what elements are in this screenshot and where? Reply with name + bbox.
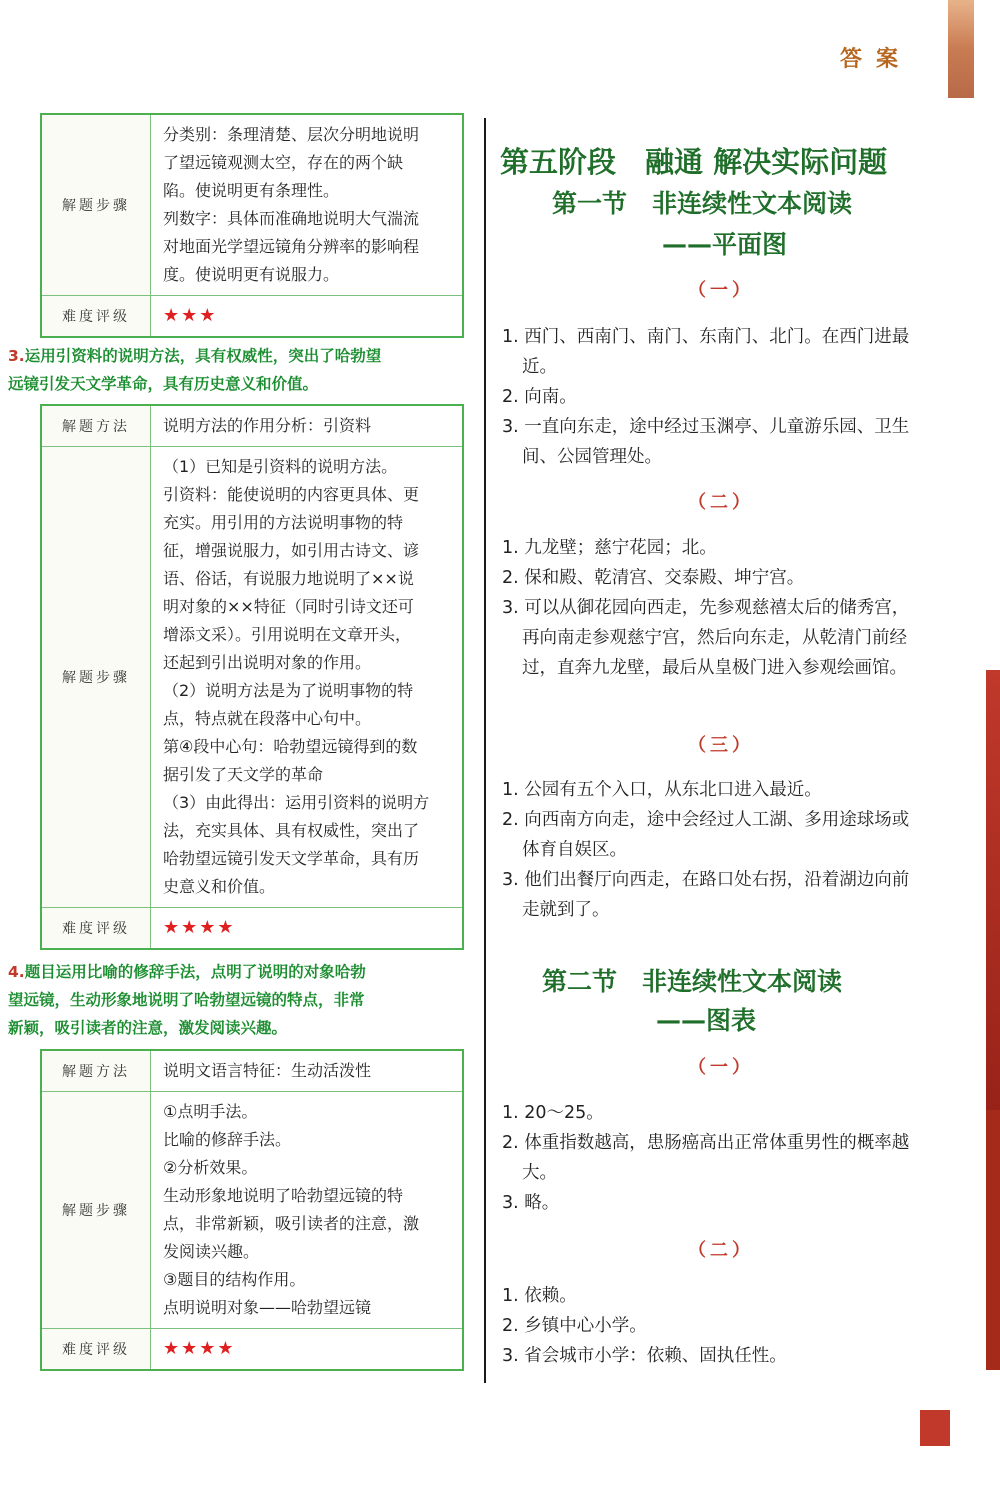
text-line: 比喻的修辞手法。 [163,1130,292,1149]
part-label: （一） [688,1057,754,1078]
answer-note-4 [8,958,463,1042]
text-line: 发阅读兴趣。 [163,1242,260,1261]
table-row [42,1092,462,1329]
text-line: 分类别：条理清楚、层次分明地说明 [163,125,420,144]
page-edge-decoration [948,0,974,98]
answer-list [502,322,922,472]
text-line: 运用引资料的说明方法，具有权威性，突出了哈勃望 [24,347,382,365]
text-line: 增添文采）。引用说明在文章开头， [163,625,412,644]
table-row [42,1051,462,1092]
text-line: 生动形象地说明了哈勃望远镜的特 [163,1186,404,1205]
row-label: 解题方法 [42,406,151,446]
answer-item: 1. 九龙壁；慈宁花园；北。 [502,538,717,558]
table-row [42,406,462,447]
answer-item: 3. 一直向东走，途中经过玉渊亭、儿童游乐园、卫生间、公园管理处。 [502,417,910,467]
table-row [42,908,462,948]
text-line: 新颖，吸引读者的注意，激发阅读兴趣。 [8,1019,288,1037]
difficulty-stars: ★★★★ [163,1338,236,1359]
answer-item: 1. 20～25。 [502,1103,604,1123]
row-label: 解题步骤 [42,1092,151,1328]
table-row [42,447,462,908]
answer-item: 2. 乡镇中心小学。 [502,1316,647,1336]
row-label: 难度评级 [42,1329,151,1369]
answer-item: 3. 省会城市小学：依赖、固执任性。 [502,1346,787,1366]
text-line: ②分析效果。 [163,1158,258,1177]
part-label: （一） [688,280,754,301]
section-subtitle: ——图表 [656,1006,757,1035]
text-line: 点明说明对象——哈勃望远镜 [163,1298,372,1317]
text-line: 远镜引发天文学革命，具有历史意义和价值。 [8,375,319,393]
text-line: 点，特点就在段落中心句中。 [163,709,372,728]
page-edge-decoration [986,1110,1000,1370]
section-title: 第一节 非连续性文本阅读 [552,189,853,218]
text-line: （2）说明方法是为了说明事物的特 [163,681,414,700]
row-label: 难度评级 [42,908,151,948]
section-subtitle: ——平面图 [662,230,788,259]
answer-list [502,1281,922,1371]
row-label: 难度评级 [42,296,151,336]
answer-item: 2. 保和殿、乾清宫、交泰殿、坤宁宫。 [502,568,805,588]
answer-item: 1. 依赖。 [502,1286,577,1306]
section-title: 第二节 非连续性文本阅读 [542,967,843,996]
row-label: 解题步骤 [42,447,151,907]
stage-title: 第五阶段 融通 解决实际问题 [500,145,888,179]
answer-item: 3. 略。 [502,1193,560,1213]
solution-table-2 [40,404,464,950]
note-number: 3. [8,347,25,365]
answer-note-3 [8,342,463,398]
text-line: 明对象的××特征（同时引诗文还可 [163,597,414,616]
answer-item: 2. 向南。 [502,387,577,407]
answer-item: 3. 他们出餐厅向西走，在路口处右拐，沿着湖边向前走就到了。 [502,870,910,920]
part-label: （三） [688,735,754,756]
answer-list [502,533,922,683]
text-line: 引资料：能使说明的内容更具体、更 [163,485,420,504]
text-line: 对地面光学望远镜角分辨率的影响程 [163,237,420,256]
text-line: 法，充实具体、具有权威性，突出了 [163,821,420,840]
solution-table-1 [40,113,464,338]
row-label: 解题方法 [42,1051,151,1091]
answer-item: 1. 公园有五个入口，从东北口进入最近。 [502,780,822,800]
page-number-box [920,1410,950,1446]
text-line: 语、俗话，有说服力地说明了××说 [163,569,414,588]
text-line: （3）由此得出：运用引资料的说明方 [163,793,430,812]
note-number: 4. [8,963,25,981]
text-line: （1）已知是引资料的说明方法。 [163,457,398,476]
row-value [151,115,462,295]
row-label: 解题步骤 [42,115,151,295]
text-line: 哈勃望远镜引发天文学革命，具有历 [163,849,420,868]
difficulty-stars: ★★★ [163,305,218,326]
row-value [151,1092,462,1328]
text-line: 史意义和价值。 [163,877,276,896]
page-header: 答案 [840,47,913,72]
text-line: 了望远镜观测太空，存在的两个缺 [163,153,404,172]
text-line: 充实。用引用的方法说明事物的特 [163,513,404,532]
row-value [151,447,462,907]
text-line: 还起到引出说明对象的作用。 [163,653,372,672]
text-line: 度。使说明更有说服力。 [163,265,340,284]
text-line: 列数字：具体而准确地说明大气湍流 [163,209,420,228]
text-line: ①点明手法。 [163,1102,258,1121]
part-label: （二） [688,492,754,513]
text-line: 第④段中心句：哈勃望远镜得到的数 [163,737,418,756]
row-value: 说明文语言特征：生动活泼性 [163,1061,372,1080]
part-label: （二） [688,1240,754,1261]
text-line: ③题目的结构作用。 [163,1270,306,1289]
solution-table-3 [40,1049,464,1371]
text-line: 望远镜，生动形象地说明了哈勃望远镜的特点，非常 [8,991,365,1009]
answer-item: 3. 可以从御花园向西走，先参观慈禧太后的储秀宫，再向南走参观慈宁宫，然后向东走，从乾清门前经过，直奔九龙壁，最后从皇极门进入参观绘画馆。 [502,598,910,678]
text-line: 陷。使说明更有条理性。 [163,181,340,200]
answer-list [502,775,922,925]
difficulty-stars: ★★★★ [163,917,236,938]
answer-item: 2. 体重指数越高，患肠癌高出正常体重男性的概率越大。 [502,1133,910,1183]
answer-list [502,1098,922,1218]
answer-item: 2. 向西南方向走，途中会经过人工湖、多用途球场或体育自娱区。 [502,810,910,860]
text-line: 据引发了天文学的革命 [163,765,324,784]
text-line: 题目运用比喻的修辞手法，点明了说明的对象哈勃 [24,963,366,981]
row-value: 说明方法的作用分析：引资料 [163,416,372,435]
table-row [42,296,462,336]
text-line: 点，非常新颖，吸引读者的注意，激 [163,1214,420,1233]
column-divider [484,118,486,1383]
table-row [42,1329,462,1369]
text-line: 征，增强说服力，如引用古诗文、谚 [163,541,420,560]
answer-item: 1. 西门、西南门、南门、东南门、北门。在西门进最近。 [502,327,910,377]
table-row [42,115,462,296]
